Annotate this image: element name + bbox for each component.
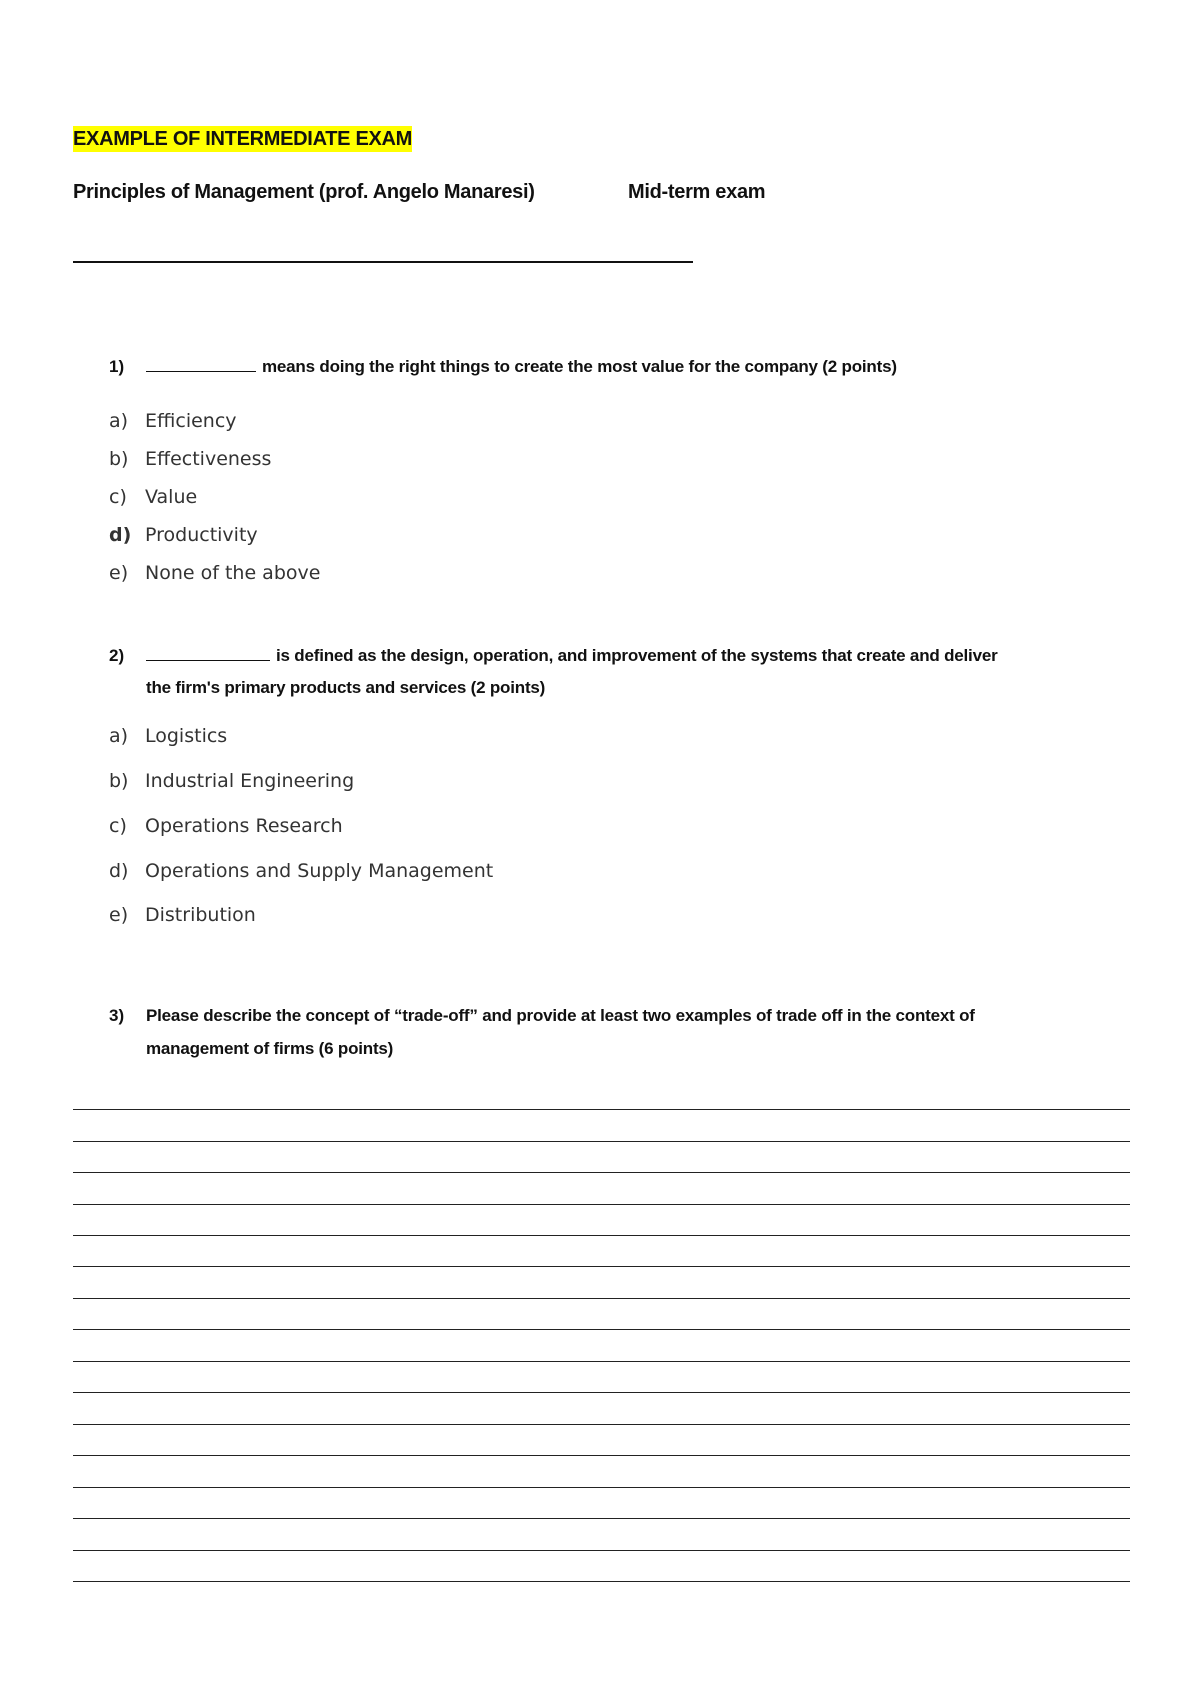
question-number: 1) xyxy=(109,357,125,376)
answer-line xyxy=(73,1298,1130,1299)
question-text: Please describe the concept of “trade-off” and provide at least two examples of trade off in the context of xyxy=(146,1006,975,1025)
option-letter: b) xyxy=(109,448,129,470)
option-item[interactable] xyxy=(109,725,227,747)
answer-line xyxy=(73,1361,1130,1362)
answer-line xyxy=(73,1235,1130,1236)
answer-line xyxy=(73,1455,1130,1456)
answer-line xyxy=(73,1204,1130,1205)
answer-line xyxy=(73,1329,1130,1330)
option-label: None of the above xyxy=(145,562,321,584)
course-name: Principles of Management (prof. Angelo Manaresi) xyxy=(73,181,535,203)
option-item[interactable] xyxy=(109,562,320,584)
answer-line xyxy=(73,1424,1130,1425)
question-number: 3) xyxy=(109,1006,125,1025)
option-item[interactable] xyxy=(109,770,354,792)
question-text-continued: the firm's primary products and services (2 points) xyxy=(146,678,546,697)
option-letter: d) xyxy=(109,524,132,546)
answer-line xyxy=(73,1141,1130,1142)
answer-line xyxy=(73,1266,1130,1267)
option-label: Efficiency xyxy=(145,410,237,432)
option-item[interactable] xyxy=(109,524,258,546)
option-letter: b) xyxy=(109,770,129,792)
question-number: 2) xyxy=(109,646,125,665)
answer-line xyxy=(73,1550,1130,1551)
option-letter: a) xyxy=(109,725,129,747)
question-text xyxy=(146,640,998,672)
option-label: Distribution xyxy=(145,904,256,926)
course-header xyxy=(73,181,766,204)
exam-type: Mid-term exam xyxy=(628,181,766,203)
option-label: Value xyxy=(145,486,198,508)
option-letter: c) xyxy=(109,815,127,837)
option-label: Industrial Engineering xyxy=(145,770,355,792)
option-item[interactable] xyxy=(109,904,256,926)
question-text-continued: management of firms (6 points) xyxy=(146,1039,394,1058)
question-prompt: means doing the right things to create the most value for the company (2 points) xyxy=(262,357,897,376)
exam-title: EXAMPLE OF INTERMEDIATE EXAM xyxy=(73,128,413,150)
answer-blank[interactable] xyxy=(146,353,256,372)
answer-line xyxy=(73,1487,1130,1488)
answer-blank[interactable] xyxy=(146,642,270,661)
option-letter: e) xyxy=(109,904,129,926)
answer-line xyxy=(73,1518,1130,1519)
option-item[interactable] xyxy=(109,860,493,882)
question-text xyxy=(146,351,897,383)
answer-line xyxy=(73,1109,1130,1110)
option-item[interactable] xyxy=(109,486,197,508)
answer-line xyxy=(73,1392,1130,1393)
option-label: Productivity xyxy=(145,524,258,546)
option-item[interactable] xyxy=(109,410,237,432)
option-label: Operations and Supply Management xyxy=(145,860,494,882)
header-divider xyxy=(73,261,693,263)
option-label: Effectiveness xyxy=(145,448,272,470)
answer-line xyxy=(73,1172,1130,1173)
question-prompt: is defined as the design, operation, and improvement of the systems that create and deliver xyxy=(276,646,998,665)
option-letter: d) xyxy=(109,860,129,882)
option-letter: a) xyxy=(109,410,129,432)
option-item[interactable] xyxy=(109,448,271,470)
option-letter: c) xyxy=(109,486,127,508)
option-label: Logistics xyxy=(145,725,228,747)
option-letter: e) xyxy=(109,562,129,584)
option-label: Operations Research xyxy=(145,815,343,837)
option-item[interactable] xyxy=(109,815,343,837)
answer-line xyxy=(73,1581,1130,1582)
